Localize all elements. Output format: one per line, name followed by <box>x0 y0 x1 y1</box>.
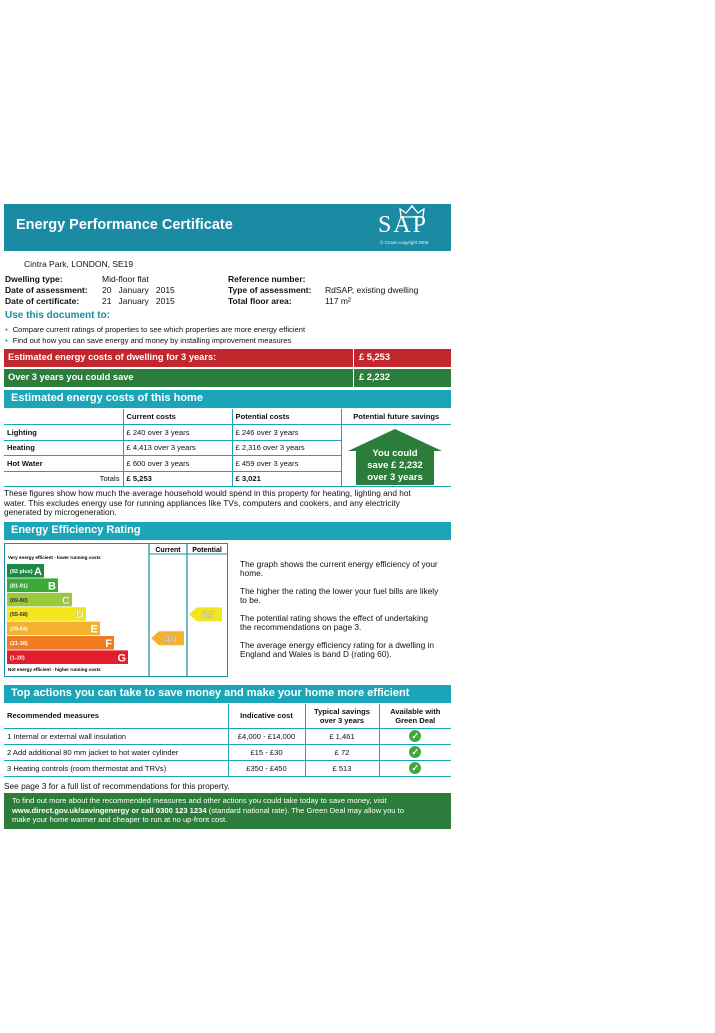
eer-potential-header: Potential <box>192 547 222 554</box>
action-cost: £4,000 - £14,000 <box>228 728 305 744</box>
green-deal-cell <box>379 760 451 776</box>
actions-header-greendeal: Available with Green Deal <box>379 704 451 728</box>
eer-text-line: The potential rating shows the effect of undertaking <box>240 613 429 623</box>
property-address: Cintra Park, LONDON, SE19 <box>24 259 134 269</box>
action-measure: 1 Internal or external wall insulation <box>4 728 228 744</box>
footer-line <box>12 806 443 816</box>
rating-band-range: (39-54) <box>10 626 28 633</box>
costs-header-blank <box>4 409 123 425</box>
dwelling-type-value: Mid-floor flat <box>102 274 149 284</box>
rating-band-range: (55-68) <box>10 612 28 619</box>
use-bullet: ▪ Find out how you can save energy and money by installing improvement measures <box>5 336 291 345</box>
eer-text-line: home. <box>240 568 264 578</box>
action-cost: £15 - £30 <box>228 744 305 760</box>
assessment-date-label: Date of assessment: <box>5 285 88 295</box>
totals-label: Totals <box>4 471 123 487</box>
action-saving: £ 1,461 <box>305 728 379 744</box>
eer-section-title: Energy Efficiency Rating <box>4 522 451 540</box>
savings-value: £ 2,232 <box>353 369 390 387</box>
actions-header-savings: Typical savings over 3 years <box>305 704 379 728</box>
table-row <box>4 728 451 744</box>
costs-header-savings: Potential future savings <box>341 409 451 425</box>
assessment-type-value: RdSAP, existing dwelling <box>325 285 419 295</box>
cost-row-current: £ 240 over 3 years <box>123 425 232 441</box>
footer-line: make your home warmer and cheaper to run at no up-front cost. <box>12 815 228 824</box>
actions-note: See page 3 for a full list of recommendations for this property. <box>4 781 230 791</box>
estimated-cost-label: Estimated energy costs of dwelling for 3 years: <box>8 352 217 362</box>
cost-row-potential: £ 459 over 3 years <box>232 456 341 472</box>
rating-band-range: (69-80) <box>10 597 28 604</box>
estimated-cost-bar <box>4 349 451 367</box>
check-icon: ✓ <box>409 762 421 774</box>
eer-text <box>240 560 450 659</box>
assessment-date-value: 20 January 2015 <box>102 285 175 295</box>
costs-section-title: Estimated energy costs of this home <box>4 390 451 408</box>
cost-row-potential: £ 246 over 3 years <box>232 425 341 441</box>
cost-row-label: Lighting <box>4 425 123 441</box>
house-line: You could <box>372 448 418 459</box>
eer-text-line: The average energy efficiency rating for a dwelling in <box>240 640 435 650</box>
potential-rating-marker-value: 65 <box>201 609 215 622</box>
page-title: Energy Performance Certificate <box>16 217 233 233</box>
eer-current-header: Current <box>155 547 181 554</box>
green-deal-cell <box>379 744 451 760</box>
eer-text-line: The graph shows the current energy efficiency of your <box>240 559 438 569</box>
current-rating-marker-value: 40 <box>163 633 177 646</box>
costs-header-potential: Potential costs <box>232 409 341 425</box>
floor-area-value: 117 m² <box>325 296 351 306</box>
house-line: save £ 2,232 <box>367 460 423 471</box>
rating-band-range: (81-91) <box>10 583 28 590</box>
costs-note-line: These figures show how much the average household would spend in this property for heating, lighting and hot <box>4 488 411 498</box>
actions-section-title: Top actions you can take to save money and make your home more efficient <box>4 685 451 703</box>
cost-row-current: £ 600 over 3 years <box>123 456 232 472</box>
footer-line-rest: (standard national rate). The Green Deal may allow you to <box>206 805 404 815</box>
use-bullet: ▪ Compare current ratings of properties to see which properties are more energy efficient <box>5 325 305 334</box>
reference-label: Reference number: <box>228 274 306 284</box>
cost-row-label: Heating <box>4 440 123 456</box>
floor-area-label: Total floor area: <box>228 296 292 306</box>
savings-bar <box>4 369 451 387</box>
action-cost: £350 - £450 <box>228 760 305 776</box>
rating-band-letter: A <box>34 566 42 578</box>
rating-band-letter: E <box>90 623 98 636</box>
eer-text-line: The higher the rating the lower your fuel bills are likely <box>240 586 439 596</box>
dwelling-type-label: Dwelling type: <box>5 274 63 284</box>
certificate-date-value: 21 January 2015 <box>102 296 175 306</box>
costs-note <box>4 489 444 518</box>
rating-band-range: (1-20) <box>10 655 25 662</box>
actions-header-measure: Recommended measures <box>4 704 228 728</box>
action-saving: £ 513 <box>305 760 379 776</box>
assessment-type-label: Type of assessment: <box>228 285 312 295</box>
eer-text-line: the recommendations on page 3. <box>240 622 362 632</box>
actions-table <box>4 704 451 777</box>
estimated-cost-value: £ 5,253 <box>353 349 390 367</box>
certificate-date-label: Date of certificate: <box>5 296 80 306</box>
action-saving: £ 72 <box>305 744 379 760</box>
sap-logo: SAP <box>378 212 429 238</box>
rating-band-range: (21-38) <box>10 641 28 647</box>
cost-row-potential: £ 2,316 over 3 years <box>232 440 341 456</box>
rating-band-letter: D <box>76 609 84 622</box>
rating-band-letter: B <box>48 580 56 593</box>
costs-note-line: generated by microgeneration. <box>4 507 117 517</box>
rating-band-g <box>7 650 128 664</box>
rating-band-letter: F <box>105 638 112 650</box>
rating-band-letter: G <box>117 652 126 665</box>
costs-note-line: water. This excludes energy use for running appliances like TVs, computers and cookers, and any electricity <box>4 497 400 508</box>
eer-bottom-note: Not energy efficient - higher running costs <box>8 667 101 672</box>
energy-rating-chart <box>4 543 228 677</box>
eer-text-line: England and Wales is band D (rating 60). <box>240 649 392 659</box>
rating-band-letter: C <box>62 594 70 607</box>
action-measure: 2 Add additional 80 mm jacket to hot water cylinder <box>4 744 228 760</box>
actions-header-cost: Indicative cost <box>228 704 305 728</box>
rating-band-range: (92 plus) <box>10 569 33 575</box>
savings-house-icon <box>346 429 444 485</box>
costs-header-current: Current costs <box>123 409 232 425</box>
footer-link[interactable]: www.direct.gov.uk/savingenergy or call 0300 123 1234 <box>12 805 207 815</box>
check-icon: ✓ <box>409 746 421 758</box>
use-document-title: Use this document to: <box>5 310 111 321</box>
table-row <box>4 744 451 760</box>
house-line: over 3 years <box>367 472 423 483</box>
savings-label: Over 3 years you could save <box>8 372 134 382</box>
eer-top-note: Very energy efficient - lower running costs <box>8 555 101 560</box>
logo-copyright: © Crown copyright 2009 <box>380 240 429 245</box>
total-potential: £ 3,021 <box>232 471 341 487</box>
cost-row-label: Hot Water <box>4 456 123 472</box>
check-icon: ✓ <box>409 730 421 742</box>
total-current: £ 5,253 <box>123 471 232 487</box>
cost-row-current: £ 4,413 over 3 years <box>123 440 232 456</box>
eer-text-line: to be. <box>240 595 261 605</box>
footer-info-box <box>4 793 451 829</box>
action-measure: 3 Heating controls (room thermostat and TRVs) <box>4 760 228 776</box>
green-deal-cell <box>379 728 451 744</box>
footer-line: To find out more about the recommended measures and other actions you could take today to save money, visit <box>12 796 387 805</box>
table-row <box>4 760 451 776</box>
